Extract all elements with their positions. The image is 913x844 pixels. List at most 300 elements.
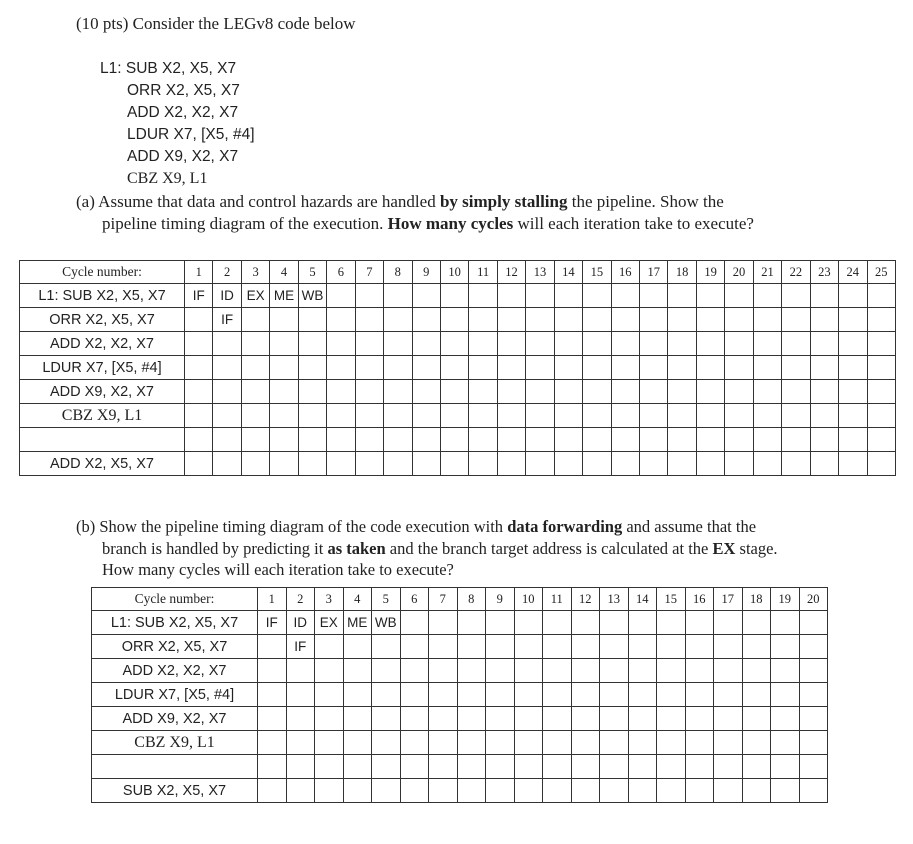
stage-cell[interactable]	[315, 635, 344, 659]
stage-cell[interactable]	[355, 332, 383, 356]
stage-cell[interactable]	[782, 404, 810, 428]
stage-cell[interactable]	[497, 380, 525, 404]
stage-cell[interactable]	[486, 755, 515, 779]
stage-cell[interactable]	[714, 779, 743, 803]
stage-cell[interactable]	[400, 683, 429, 707]
stage-cell[interactable]	[343, 731, 372, 755]
stage-cell[interactable]	[554, 380, 582, 404]
stage-cell[interactable]	[810, 452, 838, 476]
stage-cell[interactable]	[799, 635, 828, 659]
stage-cell[interactable]	[714, 683, 743, 707]
stage-cell[interactable]	[657, 779, 686, 803]
stage-cell[interactable]	[554, 332, 582, 356]
stage-cell[interactable]	[685, 755, 714, 779]
stage-cell[interactable]	[611, 428, 639, 452]
stage-cell[interactable]	[554, 404, 582, 428]
stage-cell[interactable]	[400, 731, 429, 755]
stage-cell[interactable]	[554, 308, 582, 332]
stage-cell[interactable]	[742, 611, 771, 635]
stage-cell[interactable]	[429, 683, 458, 707]
stage-cell[interactable]	[742, 659, 771, 683]
stage-cell[interactable]	[286, 731, 315, 755]
stage-cell[interactable]	[867, 332, 896, 356]
stage-cell[interactable]	[457, 683, 486, 707]
stage-cell[interactable]	[400, 707, 429, 731]
stage-cell[interactable]	[611, 356, 639, 380]
stage-cell[interactable]	[213, 428, 241, 452]
stage-cell[interactable]	[469, 284, 497, 308]
stage-cell[interactable]	[725, 428, 753, 452]
stage-cell[interactable]	[600, 755, 629, 779]
stage-cell[interactable]	[657, 635, 686, 659]
stage-cell[interactable]	[554, 356, 582, 380]
stage-cell[interactable]	[258, 635, 287, 659]
stage-cell[interactable]	[583, 332, 611, 356]
stage-cell[interactable]	[685, 707, 714, 731]
stage-cell[interactable]	[571, 659, 600, 683]
stage-cell[interactable]	[685, 659, 714, 683]
stage-cell[interactable]	[571, 779, 600, 803]
stage-cell[interactable]	[668, 452, 696, 476]
stage-cell[interactable]	[600, 635, 629, 659]
stage-cell[interactable]	[514, 683, 543, 707]
stage-cell[interactable]	[810, 308, 838, 332]
stage-cell[interactable]	[867, 452, 896, 476]
stage-cell[interactable]	[628, 635, 657, 659]
stage-cell[interactable]	[657, 683, 686, 707]
stage-cell[interactable]	[571, 707, 600, 731]
stage-cell[interactable]	[440, 284, 468, 308]
stage-cell[interactable]: EX	[241, 284, 269, 308]
stage-cell[interactable]	[583, 452, 611, 476]
stage-cell[interactable]	[327, 284, 355, 308]
stage-cell[interactable]	[327, 356, 355, 380]
stage-cell[interactable]	[640, 332, 668, 356]
stage-cell[interactable]	[810, 284, 838, 308]
stage-cell[interactable]	[628, 611, 657, 635]
stage-cell[interactable]: WB	[372, 611, 401, 635]
stage-cell[interactable]	[657, 611, 686, 635]
stage-cell[interactable]: IF	[213, 308, 241, 332]
stage-cell[interactable]	[714, 611, 743, 635]
stage-cell[interactable]	[298, 380, 326, 404]
stage-cell[interactable]	[583, 380, 611, 404]
stage-cell[interactable]	[384, 380, 412, 404]
stage-cell[interactable]	[429, 707, 458, 731]
stage-cell[interactable]	[315, 731, 344, 755]
stage-cell[interactable]	[457, 731, 486, 755]
stage-cell[interactable]	[497, 452, 525, 476]
stage-cell[interactable]	[286, 755, 315, 779]
stage-cell[interactable]	[839, 452, 867, 476]
stage-cell[interactable]	[372, 635, 401, 659]
stage-cell[interactable]	[327, 380, 355, 404]
stage-cell[interactable]	[799, 731, 828, 755]
stage-cell[interactable]	[258, 707, 287, 731]
stage-cell[interactable]	[725, 356, 753, 380]
stage-cell[interactable]	[412, 356, 440, 380]
stage-cell[interactable]	[696, 332, 724, 356]
stage-cell[interactable]	[782, 428, 810, 452]
stage-cell[interactable]	[270, 356, 298, 380]
stage-cell[interactable]	[286, 779, 315, 803]
stage-cell[interactable]	[400, 755, 429, 779]
stage-cell[interactable]	[327, 308, 355, 332]
stage-cell[interactable]	[611, 284, 639, 308]
stage-cell[interactable]	[315, 659, 344, 683]
stage-cell[interactable]	[685, 731, 714, 755]
stage-cell[interactable]	[771, 707, 800, 731]
stage-cell[interactable]	[514, 779, 543, 803]
stage-cell[interactable]	[839, 428, 867, 452]
stage-cell[interactable]	[384, 404, 412, 428]
stage-cell[interactable]	[696, 308, 724, 332]
stage-cell[interactable]	[685, 611, 714, 635]
stage-cell[interactable]	[486, 707, 515, 731]
stage-cell[interactable]	[298, 332, 326, 356]
stage-cell[interactable]	[714, 659, 743, 683]
stage-cell[interactable]	[213, 452, 241, 476]
stage-cell[interactable]	[611, 308, 639, 332]
stage-cell[interactable]	[372, 755, 401, 779]
stage-cell[interactable]	[771, 779, 800, 803]
stage-cell[interactable]	[526, 452, 554, 476]
stage-cell[interactable]	[628, 683, 657, 707]
stage-cell[interactable]	[258, 755, 287, 779]
stage-cell[interactable]	[771, 731, 800, 755]
stage-cell[interactable]	[315, 683, 344, 707]
stage-cell[interactable]	[429, 779, 458, 803]
stage-cell[interactable]	[640, 284, 668, 308]
stage-cell[interactable]	[571, 755, 600, 779]
stage-cell[interactable]	[799, 683, 828, 707]
stage-cell[interactable]	[543, 635, 572, 659]
stage-cell[interactable]	[298, 356, 326, 380]
stage-cell[interactable]	[640, 356, 668, 380]
stage-cell[interactable]	[685, 635, 714, 659]
stage-cell[interactable]	[640, 380, 668, 404]
stage-cell[interactable]	[486, 683, 515, 707]
stage-cell[interactable]	[839, 404, 867, 428]
stage-cell[interactable]	[696, 284, 724, 308]
stage-cell[interactable]	[497, 428, 525, 452]
stage-cell[interactable]	[497, 404, 525, 428]
stage-cell[interactable]	[412, 428, 440, 452]
stage-cell[interactable]	[543, 755, 572, 779]
stage-cell[interactable]	[298, 404, 326, 428]
stage-cell[interactable]	[839, 380, 867, 404]
stage-cell[interactable]	[514, 611, 543, 635]
stage-cell[interactable]	[725, 308, 753, 332]
stage-cell[interactable]	[343, 707, 372, 731]
stage-cell[interactable]	[440, 308, 468, 332]
stage-cell[interactable]	[241, 404, 269, 428]
stage-cell[interactable]	[315, 755, 344, 779]
stage-cell[interactable]	[742, 707, 771, 731]
stage-cell[interactable]	[400, 611, 429, 635]
stage-cell[interactable]	[611, 404, 639, 428]
stage-cell[interactable]	[355, 356, 383, 380]
stage-cell[interactable]	[412, 332, 440, 356]
stage-cell[interactable]	[372, 779, 401, 803]
stage-cell[interactable]	[668, 428, 696, 452]
stage-cell[interactable]	[372, 731, 401, 755]
stage-cell[interactable]	[526, 308, 554, 332]
stage-cell[interactable]	[185, 380, 213, 404]
stage-cell[interactable]	[742, 635, 771, 659]
stage-cell[interactable]	[486, 635, 515, 659]
stage-cell[interactable]	[355, 428, 383, 452]
stage-cell[interactable]	[640, 452, 668, 476]
stage-cell[interactable]	[440, 380, 468, 404]
stage-cell[interactable]	[270, 428, 298, 452]
stage-cell[interactable]	[867, 308, 896, 332]
stage-cell[interactable]	[355, 404, 383, 428]
stage-cell[interactable]	[429, 659, 458, 683]
stage-cell[interactable]	[469, 308, 497, 332]
stage-cell[interactable]	[867, 284, 896, 308]
stage-cell[interactable]	[810, 356, 838, 380]
stage-cell[interactable]	[839, 332, 867, 356]
stage-cell[interactable]	[412, 452, 440, 476]
stage-cell[interactable]	[213, 380, 241, 404]
stage-cell[interactable]	[440, 428, 468, 452]
stage-cell[interactable]	[799, 659, 828, 683]
stage-cell[interactable]: ID	[213, 284, 241, 308]
stage-cell[interactable]	[355, 308, 383, 332]
stage-cell[interactable]	[799, 755, 828, 779]
stage-cell[interactable]	[355, 284, 383, 308]
stage-cell[interactable]	[771, 659, 800, 683]
stage-cell[interactable]	[327, 332, 355, 356]
stage-cell[interactable]	[839, 308, 867, 332]
stage-cell[interactable]	[469, 332, 497, 356]
stage-cell[interactable]	[543, 683, 572, 707]
stage-cell[interactable]	[771, 683, 800, 707]
stage-cell[interactable]	[628, 779, 657, 803]
stage-cell[interactable]	[696, 356, 724, 380]
stage-cell[interactable]: WB	[298, 284, 326, 308]
stage-cell[interactable]	[185, 428, 213, 452]
stage-cell[interactable]	[571, 731, 600, 755]
stage-cell[interactable]	[372, 707, 401, 731]
stage-cell[interactable]	[543, 707, 572, 731]
stage-cell[interactable]	[600, 659, 629, 683]
stage-cell[interactable]: IF	[185, 284, 213, 308]
stage-cell[interactable]	[270, 332, 298, 356]
stage-cell[interactable]	[343, 659, 372, 683]
stage-cell[interactable]	[685, 683, 714, 707]
stage-cell[interactable]	[782, 332, 810, 356]
stage-cell[interactable]	[810, 332, 838, 356]
stage-cell[interactable]	[457, 611, 486, 635]
stage-cell[interactable]	[286, 659, 315, 683]
stage-cell[interactable]	[742, 731, 771, 755]
stage-cell[interactable]	[714, 755, 743, 779]
stage-cell[interactable]	[286, 683, 315, 707]
stage-cell[interactable]	[839, 356, 867, 380]
stage-cell[interactable]	[514, 707, 543, 731]
stage-cell[interactable]	[742, 755, 771, 779]
stage-cell[interactable]	[185, 332, 213, 356]
stage-cell[interactable]	[497, 284, 525, 308]
stage-cell[interactable]	[810, 404, 838, 428]
stage-cell[interactable]	[469, 428, 497, 452]
stage-cell[interactable]	[696, 404, 724, 428]
stage-cell[interactable]	[600, 707, 629, 731]
stage-cell[interactable]	[526, 404, 554, 428]
stage-cell[interactable]	[554, 284, 582, 308]
stage-cell[interactable]	[782, 380, 810, 404]
stage-cell[interactable]	[685, 779, 714, 803]
stage-cell[interactable]	[440, 356, 468, 380]
stage-cell[interactable]	[315, 779, 344, 803]
stage-cell[interactable]	[241, 308, 269, 332]
stage-cell[interactable]	[657, 731, 686, 755]
stage-cell[interactable]	[355, 452, 383, 476]
stage-cell[interactable]	[241, 452, 269, 476]
stage-cell[interactable]	[611, 452, 639, 476]
stage-cell[interactable]	[298, 452, 326, 476]
stage-cell[interactable]	[543, 659, 572, 683]
stage-cell[interactable]	[469, 356, 497, 380]
stage-cell[interactable]	[600, 611, 629, 635]
stage-cell[interactable]	[742, 779, 771, 803]
stage-cell[interactable]	[742, 683, 771, 707]
stage-cell[interactable]	[771, 755, 800, 779]
stage-cell[interactable]	[384, 308, 412, 332]
stage-cell[interactable]	[628, 731, 657, 755]
stage-cell[interactable]	[725, 404, 753, 428]
stage-cell[interactable]	[400, 635, 429, 659]
stage-cell[interactable]	[185, 452, 213, 476]
stage-cell[interactable]	[514, 755, 543, 779]
stage-cell[interactable]	[554, 452, 582, 476]
stage-cell[interactable]	[696, 380, 724, 404]
stage-cell[interactable]	[440, 404, 468, 428]
stage-cell[interactable]	[213, 356, 241, 380]
stage-cell[interactable]	[429, 755, 458, 779]
stage-cell[interactable]	[457, 779, 486, 803]
stage-cell[interactable]	[412, 404, 440, 428]
stage-cell[interactable]	[497, 356, 525, 380]
stage-cell[interactable]	[799, 779, 828, 803]
stage-cell[interactable]	[486, 779, 515, 803]
stage-cell[interactable]: IF	[258, 611, 287, 635]
stage-cell[interactable]	[696, 428, 724, 452]
stage-cell[interactable]	[628, 755, 657, 779]
stage-cell[interactable]	[668, 380, 696, 404]
stage-cell[interactable]	[327, 404, 355, 428]
stage-cell[interactable]	[753, 332, 781, 356]
stage-cell[interactable]	[554, 428, 582, 452]
stage-cell[interactable]	[457, 635, 486, 659]
stage-cell[interactable]	[526, 380, 554, 404]
stage-cell[interactable]	[185, 308, 213, 332]
stage-cell[interactable]	[469, 380, 497, 404]
stage-cell[interactable]	[185, 404, 213, 428]
stage-cell[interactable]	[640, 308, 668, 332]
stage-cell[interactable]	[628, 659, 657, 683]
stage-cell[interactable]	[782, 452, 810, 476]
stage-cell[interactable]	[867, 356, 896, 380]
stage-cell[interactable]	[486, 659, 515, 683]
stage-cell[interactable]	[753, 452, 781, 476]
stage-cell[interactable]	[714, 731, 743, 755]
stage-cell[interactable]	[782, 356, 810, 380]
stage-cell[interactable]	[400, 779, 429, 803]
stage-cell[interactable]	[241, 356, 269, 380]
stage-cell[interactable]	[440, 452, 468, 476]
stage-cell[interactable]	[241, 380, 269, 404]
stage-cell[interactable]	[571, 611, 600, 635]
stage-cell[interactable]	[668, 332, 696, 356]
stage-cell[interactable]	[867, 404, 896, 428]
stage-cell[interactable]	[429, 731, 458, 755]
stage-cell[interactable]	[839, 284, 867, 308]
stage-cell[interactable]	[600, 779, 629, 803]
stage-cell[interactable]	[867, 380, 896, 404]
stage-cell[interactable]	[725, 332, 753, 356]
stage-cell[interactable]	[384, 356, 412, 380]
stage-cell[interactable]	[270, 308, 298, 332]
stage-cell[interactable]	[412, 284, 440, 308]
stage-cell[interactable]	[440, 332, 468, 356]
stage-cell[interactable]	[270, 380, 298, 404]
stage-cell[interactable]	[810, 428, 838, 452]
stage-cell[interactable]	[497, 332, 525, 356]
stage-cell[interactable]	[657, 707, 686, 731]
stage-cell[interactable]	[696, 452, 724, 476]
stage-cell[interactable]	[315, 707, 344, 731]
stage-cell[interactable]	[343, 683, 372, 707]
stage-cell[interactable]	[543, 779, 572, 803]
stage-cell[interactable]	[657, 755, 686, 779]
stage-cell[interactable]	[185, 356, 213, 380]
stage-cell[interactable]	[753, 308, 781, 332]
stage-cell[interactable]	[486, 731, 515, 755]
stage-cell[interactable]	[657, 659, 686, 683]
stage-cell[interactable]	[753, 428, 781, 452]
stage-cell[interactable]	[583, 308, 611, 332]
stage-cell[interactable]	[514, 731, 543, 755]
stage-cell[interactable]	[753, 404, 781, 428]
stage-cell[interactable]	[384, 284, 412, 308]
stage-cell[interactable]	[384, 428, 412, 452]
stage-cell[interactable]	[583, 428, 611, 452]
stage-cell[interactable]	[611, 380, 639, 404]
stage-cell[interactable]	[457, 755, 486, 779]
stage-cell[interactable]	[457, 659, 486, 683]
stage-cell[interactable]	[343, 779, 372, 803]
stage-cell[interactable]	[867, 428, 896, 452]
stage-cell[interactable]	[384, 332, 412, 356]
stage-cell[interactable]	[668, 284, 696, 308]
stage-cell[interactable]	[543, 731, 572, 755]
stage-cell[interactable]	[429, 635, 458, 659]
stage-cell[interactable]	[298, 428, 326, 452]
stage-cell[interactable]	[469, 452, 497, 476]
stage-cell[interactable]	[298, 308, 326, 332]
stage-cell[interactable]	[753, 284, 781, 308]
stage-cell[interactable]	[327, 428, 355, 452]
stage-cell[interactable]	[583, 284, 611, 308]
stage-cell[interactable]	[668, 404, 696, 428]
stage-cell[interactable]	[526, 356, 554, 380]
stage-cell[interactable]	[412, 308, 440, 332]
stage-cell[interactable]	[213, 404, 241, 428]
stage-cell[interactable]	[600, 731, 629, 755]
